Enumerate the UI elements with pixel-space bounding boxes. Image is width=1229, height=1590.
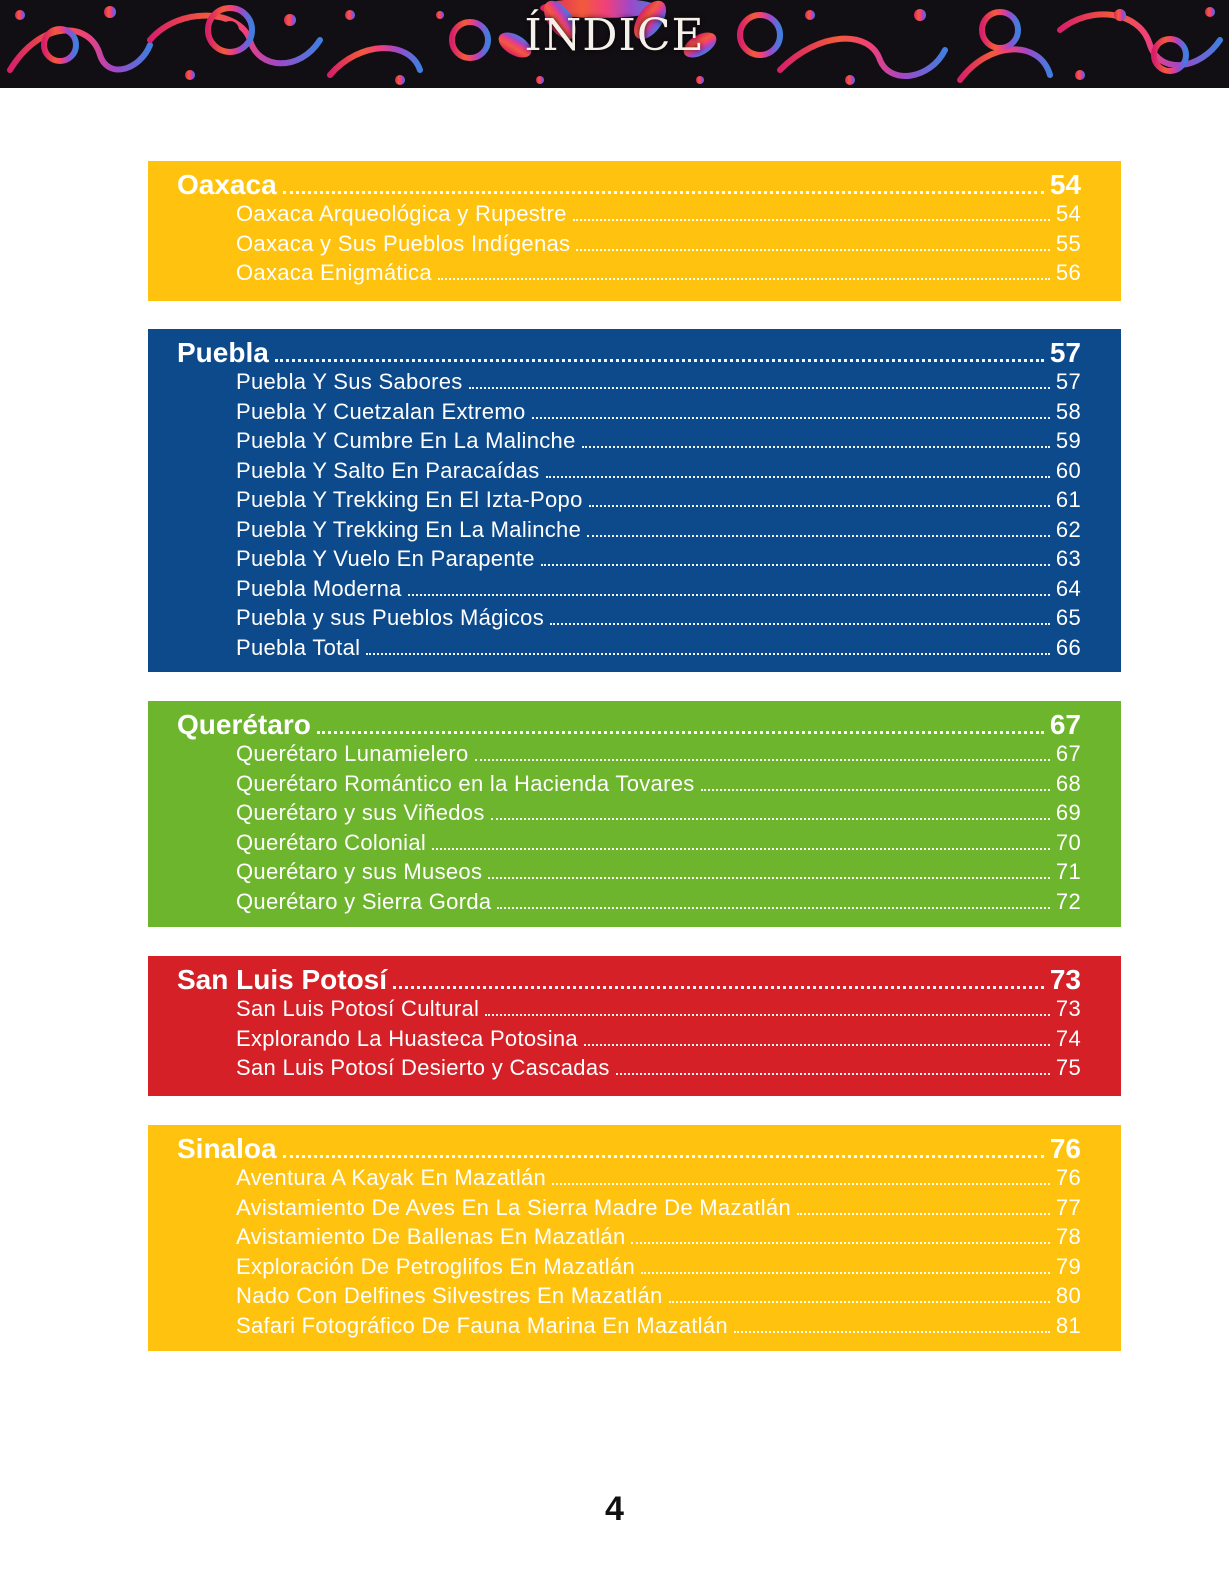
toc-entry[interactable]	[177, 546, 1081, 576]
dot-leader	[552, 1183, 1050, 1185]
toc-entry[interactable]	[177, 996, 1081, 1026]
toc-entry[interactable]	[177, 1283, 1081, 1313]
entry-title: Explorando La Huasteca Potosina	[236, 1025, 578, 1051]
toc-entry[interactable]	[177, 1313, 1081, 1343]
entry-title: Avistamiento De Ballenas En Mazatlán	[236, 1224, 626, 1249]
dot-leader	[669, 1301, 1050, 1303]
toc-entry[interactable]	[177, 741, 1081, 771]
section-heading[interactable]	[177, 169, 1081, 201]
entry-page: 79	[1055, 1253, 1081, 1279]
entry-page: 69	[1055, 800, 1081, 825]
entry-page: 75	[1055, 1055, 1081, 1080]
entry-title: Querétaro y sus Viñedos	[236, 800, 485, 825]
entry-page: 70	[1055, 829, 1081, 855]
entry-page: 72	[1055, 888, 1081, 914]
entry-page: 71	[1055, 859, 1081, 884]
dot-leader	[576, 249, 1050, 251]
entry-page: 68	[1055, 770, 1081, 796]
page-number: 4	[605, 1490, 624, 1528]
entry-page: 81	[1055, 1312, 1081, 1338]
entry-title: Avistamiento De Aves En La Sierra Madre De Mazatlán	[236, 1194, 791, 1220]
toc-entry[interactable]	[177, 260, 1081, 290]
entry-title: Querétaro Romántico en la Hacienda Tovares	[236, 770, 695, 796]
dot-leader	[393, 986, 1044, 989]
toc-entry[interactable]	[177, 399, 1081, 429]
toc-entry[interactable]	[177, 201, 1081, 231]
entry-page: 55	[1055, 230, 1081, 256]
dot-leader	[734, 1331, 1050, 1333]
dot-leader	[408, 594, 1050, 596]
dot-leader	[491, 818, 1050, 820]
dot-leader	[573, 219, 1050, 221]
entry-title: Querétaro Colonial	[236, 829, 427, 855]
entry-page: 66	[1055, 634, 1081, 660]
dot-leader	[469, 387, 1050, 389]
entry-title: Puebla Y Salto En Paracaídas	[236, 457, 540, 483]
dot-leader	[317, 731, 1044, 734]
entry-title: Querétaro y sus Museos	[236, 859, 483, 884]
entry-title: Puebla Y Cuetzalan Extremo	[236, 398, 526, 424]
toc-entry[interactable]	[177, 830, 1081, 860]
dot-leader	[797, 1213, 1050, 1215]
entry-title: Puebla Total	[236, 634, 361, 660]
section-heading[interactable]	[177, 964, 1081, 996]
entry-page: 74	[1055, 1025, 1081, 1051]
dot-leader	[438, 278, 1050, 280]
section-title: Puebla	[177, 337, 269, 368]
entry-title: Puebla Y Trekking En La Malinche	[236, 516, 582, 542]
dot-leader	[546, 476, 1050, 478]
toc-entry[interactable]	[177, 1195, 1081, 1225]
header-banner	[0, 0, 1229, 88]
entry-title: Exploración De Petroglifos En Mazatlán	[236, 1253, 636, 1279]
page-title: ÍNDICE	[524, 10, 705, 61]
entry-page: 80	[1055, 1283, 1081, 1308]
entry-title: Puebla Moderna	[236, 575, 402, 601]
toc-entry[interactable]	[177, 1224, 1081, 1254]
entry-title: Oaxaca Enigmática	[236, 260, 432, 285]
toc-entry[interactable]	[177, 576, 1081, 606]
entry-title: Querétaro Lunamielero	[236, 741, 469, 766]
dot-leader	[283, 1155, 1044, 1158]
toc-entry[interactable]	[177, 369, 1081, 399]
dot-leader	[587, 535, 1050, 537]
dot-leader	[631, 1242, 1049, 1244]
dot-leader	[488, 877, 1050, 879]
entry-page: 62	[1055, 516, 1081, 542]
toc-entry[interactable]	[177, 889, 1081, 919]
section-page: 76	[1049, 1133, 1081, 1164]
toc-entry[interactable]	[177, 1055, 1081, 1085]
toc-entry[interactable]	[177, 1254, 1081, 1284]
entry-page: 54	[1055, 201, 1081, 226]
section-page: 67	[1049, 709, 1081, 740]
dot-leader	[432, 848, 1050, 850]
dot-leader	[541, 564, 1050, 566]
entry-page: 73	[1055, 996, 1081, 1021]
dot-leader	[550, 623, 1050, 625]
section-title: Querétaro	[177, 709, 311, 740]
section-page: 54	[1049, 169, 1081, 200]
section-heading[interactable]	[177, 1133, 1081, 1165]
entry-page: 65	[1055, 605, 1081, 630]
section-title: San Luis Potosí	[177, 964, 388, 995]
dot-leader	[616, 1073, 1050, 1075]
section-oaxaca	[148, 161, 1121, 301]
section-queretaro	[148, 701, 1121, 927]
entry-title: San Luis Potosí Desierto y Cascadas	[236, 1055, 610, 1080]
dot-leader	[275, 359, 1044, 362]
dot-leader	[584, 1044, 1050, 1046]
toc-entry[interactable]	[177, 517, 1081, 547]
dot-leader	[366, 653, 1050, 655]
toc-entry[interactable]	[177, 635, 1081, 665]
entry-page: 56	[1055, 260, 1081, 285]
entry-page: 61	[1055, 487, 1081, 512]
toc-entry[interactable]	[177, 605, 1081, 635]
entry-page: 60	[1055, 457, 1081, 483]
entry-title: Querétaro y Sierra Gorda	[236, 888, 492, 914]
entry-page: 67	[1055, 741, 1081, 766]
toc-entry[interactable]	[177, 1165, 1081, 1195]
toc-entry[interactable]	[177, 428, 1081, 458]
entry-page: 78	[1055, 1224, 1081, 1249]
dot-leader	[283, 191, 1044, 194]
toc-entry[interactable]	[177, 487, 1081, 517]
entry-title: Puebla Y Cumbre En La Malinche	[236, 428, 576, 453]
entry-page: 57	[1055, 369, 1081, 394]
entry-title: Aventura A Kayak En Mazatlán	[236, 1165, 547, 1190]
dot-leader	[475, 759, 1050, 761]
section-title: Sinaloa	[177, 1133, 277, 1164]
entry-title: San Luis Potosí Cultural	[236, 996, 480, 1021]
section-san-luis-potosi	[148, 956, 1121, 1096]
section-title: Oaxaca	[177, 169, 277, 200]
section-page: 73	[1049, 964, 1081, 995]
entry-page: 76	[1055, 1165, 1081, 1190]
entry-title: Puebla Y Sus Sabores	[236, 369, 463, 394]
dot-leader	[589, 505, 1050, 507]
dot-leader	[582, 446, 1050, 448]
section-heading[interactable]	[177, 337, 1081, 369]
entry-title: Puebla Y Trekking En El Izta-Popo	[236, 487, 583, 512]
dot-leader	[532, 417, 1050, 419]
entry-title: Safari Fotográfico De Fauna Marina En Mazatlán	[236, 1312, 728, 1338]
section-heading[interactable]	[177, 709, 1081, 741]
entry-page: 63	[1055, 546, 1081, 571]
entry-title: Puebla y sus Pueblos Mágicos	[236, 605, 545, 630]
entry-title: Oaxaca Arqueológica y Rupestre	[236, 201, 567, 226]
entry-title: Puebla Y Vuelo En Parapente	[236, 546, 535, 571]
dot-leader	[497, 907, 1050, 909]
dot-leader	[701, 789, 1050, 791]
section-sinaloa	[148, 1125, 1121, 1351]
entry-title: Nado Con Delfines Silvestres En Mazatlán	[236, 1283, 663, 1308]
toc-entry[interactable]	[177, 771, 1081, 801]
section-page: 57	[1049, 337, 1081, 368]
entry-page: 64	[1055, 575, 1081, 601]
entry-page: 59	[1055, 428, 1081, 453]
toc-entry[interactable]	[177, 800, 1081, 830]
section-puebla	[148, 329, 1121, 672]
entry-title: Oaxaca y Sus Pueblos Indígenas	[236, 230, 571, 256]
entry-page: 58	[1055, 398, 1081, 424]
toc-entry[interactable]	[177, 458, 1081, 488]
toc-entry[interactable]	[177, 859, 1081, 889]
toc-entry[interactable]	[177, 1026, 1081, 1056]
toc-entry[interactable]	[177, 231, 1081, 261]
entry-page: 77	[1055, 1194, 1081, 1220]
dot-leader	[641, 1272, 1050, 1274]
dot-leader	[485, 1014, 1050, 1016]
